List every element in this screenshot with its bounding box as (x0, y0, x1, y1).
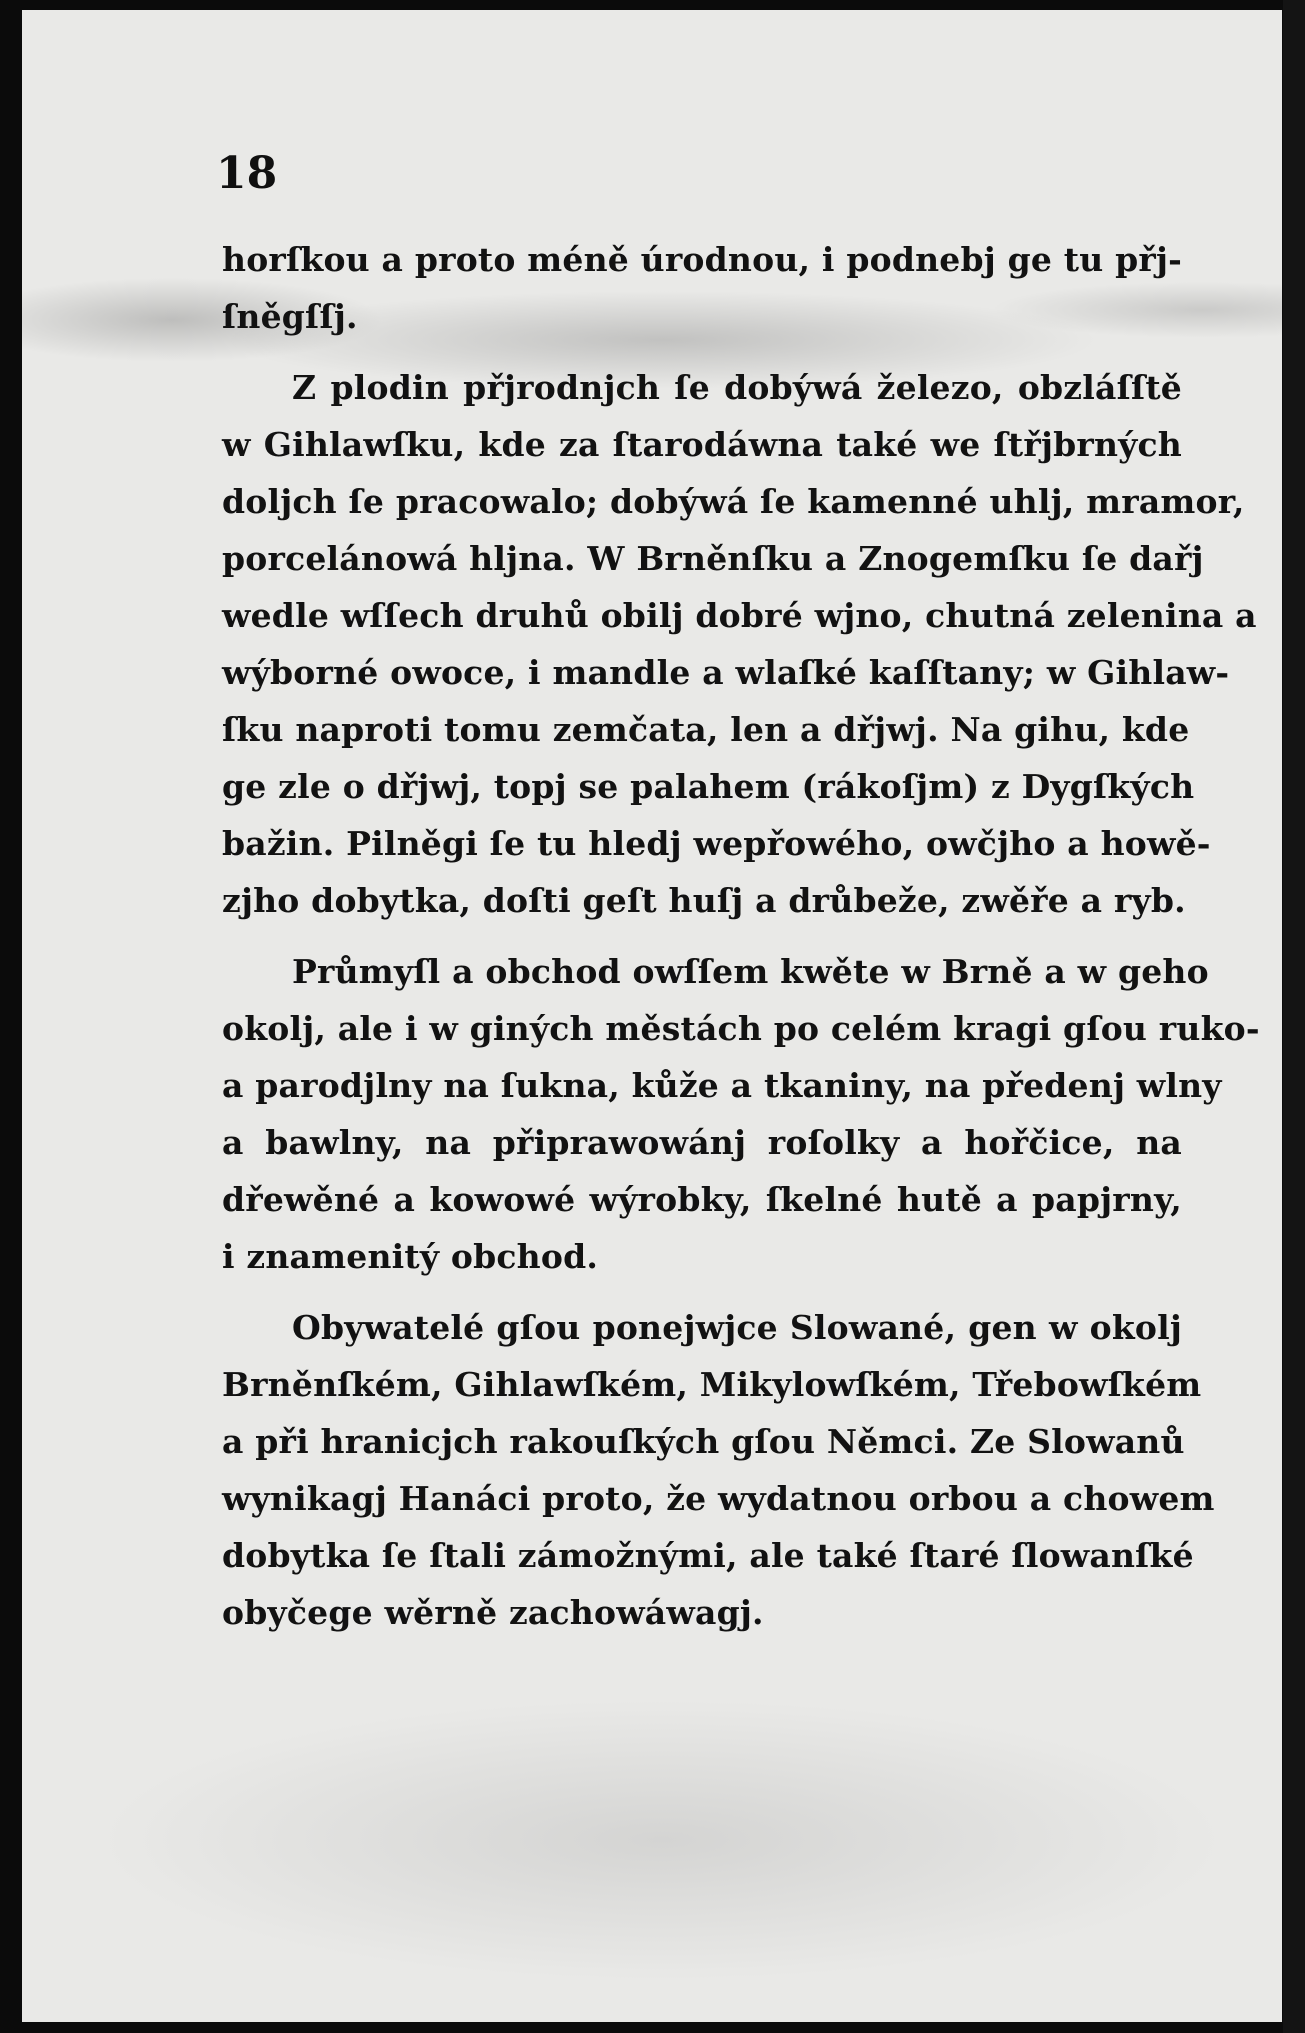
text-line: okolj, ale i w giných městách po celém kragi gſou ruko- (222, 1009, 1260, 1048)
page-edge-shadow (1283, 0, 1305, 2033)
text-line: horſkou a proto méně úrodnou, i podnebj ge tu přj- (222, 240, 1182, 279)
text-line: doljch ſe pracowalo; dobýwá ſe kamenné uhlj, mramor, (222, 482, 1245, 521)
text-line: obyčege wěrně zachowáwagj. (222, 1593, 764, 1632)
text-line: w Gihlawſku, kde za ſtarodáwna také we ſtřjbrných (222, 425, 1182, 464)
page-number: 18 (216, 148, 278, 199)
text-line: a parodjlny na ſukna, kůže a tkaniny, na předenj wlny (222, 1066, 1222, 1105)
text-line: a při hranicjch rakouſkých gſou Němci. Ze Slowanů (222, 1422, 1185, 1461)
text-line: wedle wſſech druhů obilj dobré wjno, chutná zelenina a (222, 596, 1257, 635)
text-line: Z plodin přjrodnjch ſe dobýwá železo, obzláſſtě (292, 368, 1182, 407)
text-line: i znamenitý obchod. (222, 1237, 599, 1276)
text-line: dobytka ſe ſtali zámožnými, ale také ſtaré ſlowanſké (222, 1536, 1194, 1575)
text-line: wynikagj Hanáci proto, že wydatnou orbou a chowem (222, 1479, 1215, 1518)
text-line: porcelánowá hljna. W Brněnſku a Znogemſku ſe dařj (222, 539, 1204, 578)
text-line: ſku naproti tomu zemčata, len a dřjwj. Na gihu, kde (222, 710, 1190, 749)
text-line: zjho dobytka, doſti geſt huſj a drůbeže, zwěře a ryb. (222, 881, 1186, 920)
text-line: a bawlny, na připrawowánj roſolky a hořčice, na (222, 1123, 1182, 1162)
text-line: dřewěné a kowowé wýrobky, ſkelné hutě a papjrny, (222, 1180, 1182, 1219)
text-line: Obywatelé gſou ponejwjce Slowané, gen w okolj (292, 1308, 1182, 1347)
text-line: bažin. Pilněgi ſe tu hledj wepřowého, owčjho a howě- (222, 824, 1211, 863)
text-line: ge zle o dřjwj, topj se palahem (rákoſjm) z Dygſkých (222, 767, 1195, 806)
text-line: ſněgſſj. (222, 297, 358, 336)
text-line: Průmyſl a obchod owſſem kwěte w Brně a w geho (292, 952, 1209, 991)
text-line: Brněnſkém, Gihlawſkém, Mikylowſkém, Třebowſkém (222, 1365, 1202, 1404)
text-line: wýborné owoce, i mandle a wlaſké kaſſtany; w Gihlaw- (222, 653, 1230, 692)
